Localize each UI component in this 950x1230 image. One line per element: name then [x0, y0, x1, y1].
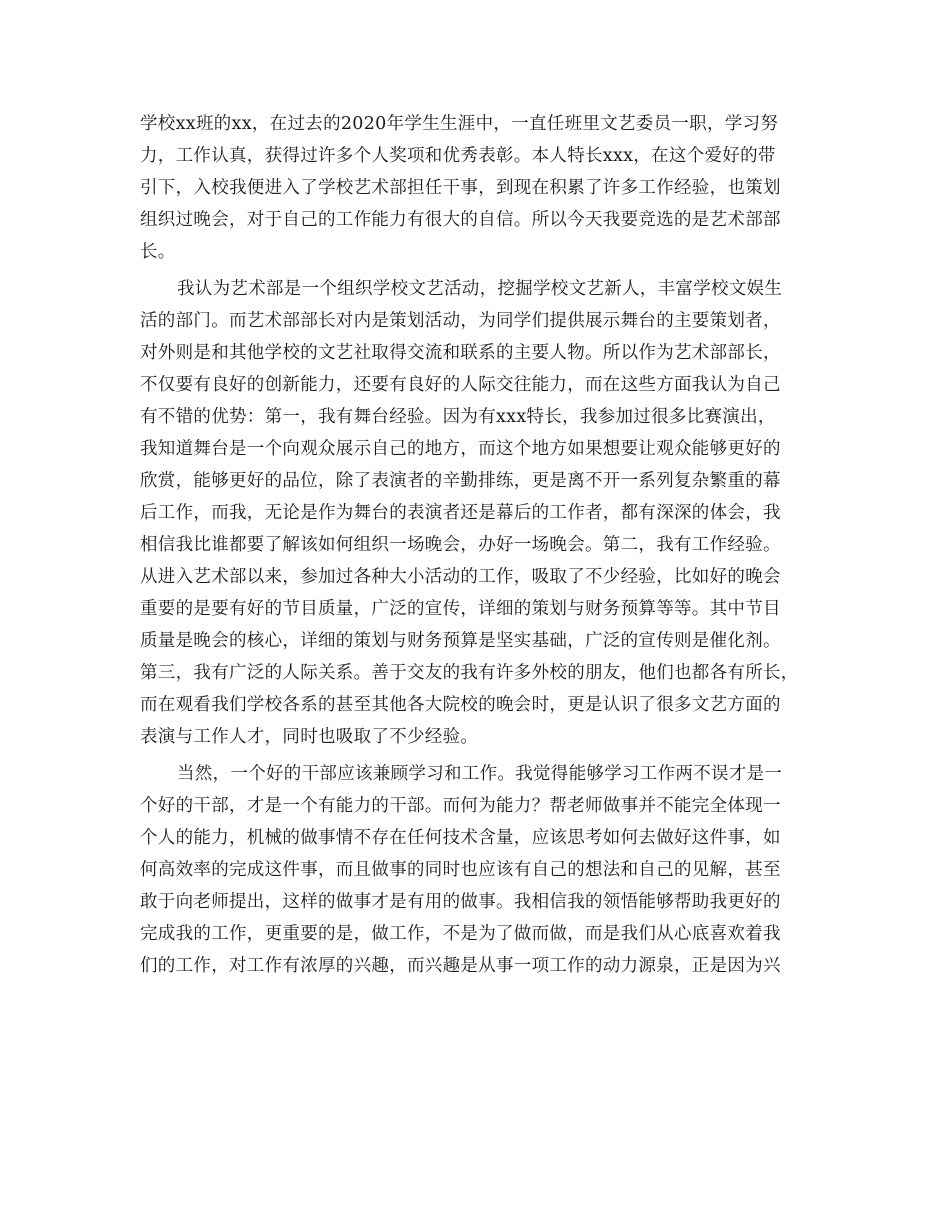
text-line: 力，工作认真，获得过许多个人奖项和优秀表彰。本人特长xxx，在这个爱好的带	[140, 146, 776, 166]
text-line: 不仅要有良好的创新能力，还要有良好的人际交往能力，而在这些方面我认为自己	[140, 375, 781, 395]
text-line: 何高效率的完成这件事，而且做事的同时也应该有自己的想法和自己的见解，甚至	[140, 860, 781, 880]
text-line: 质量是晚会的核心，详细的策划与财务预算是坚实基础，广泛的宣传则是催化剂。	[140, 631, 781, 651]
text-line: 敢于向老师提出，这样的做事才是有用的做事。我相信我的领悟能够帮助我更好的	[140, 892, 781, 912]
text-line: 组织过晚会，对于自己的工作能力有很大的自信。所以今天我要竞选的是艺术部部	[140, 210, 781, 230]
text-line: 引下，入校我便进入了学校艺术部担任干事，到现在积累了许多工作经验，也策划	[140, 178, 781, 198]
text-line: 对外则是和其他学校的文艺社取得交流和联系的主要人物。所以作为艺术部部长，	[140, 343, 781, 363]
text-line: 当然，一个好的干部应该兼顾学习和工作。我觉得能够学习工作两不误才是一	[177, 764, 783, 784]
text-line: 个好的干部，才是一个有能力的干部。而何为能力？帮老师做事并不能完全体现一	[140, 796, 781, 816]
text-line: 学校xx班的xx，在过去的2020年学生生涯中，一直任班里文艺委员一职，学习努	[140, 114, 779, 134]
text-line: 表演与工作人才，同时也吸取了不少经验。	[140, 727, 479, 747]
text-line: 欣赏，能够更好的品位，除了表演者的辛勤排练，更是离不开一系列复杂繁重的幕	[140, 471, 781, 491]
text-line: 后工作，而我，无论是作为舞台的表演者还是幕后的工作者，都有深深的体会，我	[140, 503, 781, 523]
text-line: 而在观看我们学校各系的甚至其他各大院校的晚会时，更是认识了很多文艺方面的	[140, 695, 781, 715]
paragraph-1	[140, 108, 820, 268]
paragraph-2	[140, 273, 820, 753]
text-line: 我知道舞台是一个向观众展示自己的地方，而这个地方如果想要让观众能够更好的	[140, 439, 781, 459]
text-line: 有不错的优势：第一，我有舞台经验。因为有xxx特长，我参加过很多比赛演出，	[140, 407, 776, 427]
text-line: 活的部门。而艺术部部长对内是策划活动，为同学们提供展示舞台的主要策划者，	[140, 311, 781, 331]
text-line: 长。	[140, 242, 176, 262]
text-line: 第三，我有广泛的人际关系。善于交友的我有许多外校的朋友，他们也都各有所长，	[140, 663, 799, 683]
document-body	[140, 108, 820, 987]
text-line: 们的工作，对工作有浓厚的兴趣，而兴趣是从事一项工作的动力源泉，正是因为兴	[140, 956, 781, 976]
text-line: 个人的能力，机械的做事情不存在任何技术含量，应该思考如何去做好这件事，如	[140, 828, 781, 848]
text-line: 从进入艺术部以来，参加过各种大小活动的工作，吸取了不少经验，比如好的晚会	[140, 567, 781, 587]
text-line: 我认为艺术部是一个组织学校文艺活动，挖掘学校文艺新人，丰富学校文娱生	[177, 279, 783, 299]
text-line: 完成我的工作，更重要的是，做工作，不是为了做而做，而是我们从心底喜欢着我	[140, 924, 781, 944]
text-line: 相信我比谁都要了解该如何组织一场晚会，办好一场晚会。第二，我有工作经验。	[140, 535, 781, 555]
text-line: 重要的是要有好的节目质量，广泛的宣传，详细的策划与财务预算等等。其中节目	[140, 599, 781, 619]
paragraph-3	[140, 758, 820, 982]
